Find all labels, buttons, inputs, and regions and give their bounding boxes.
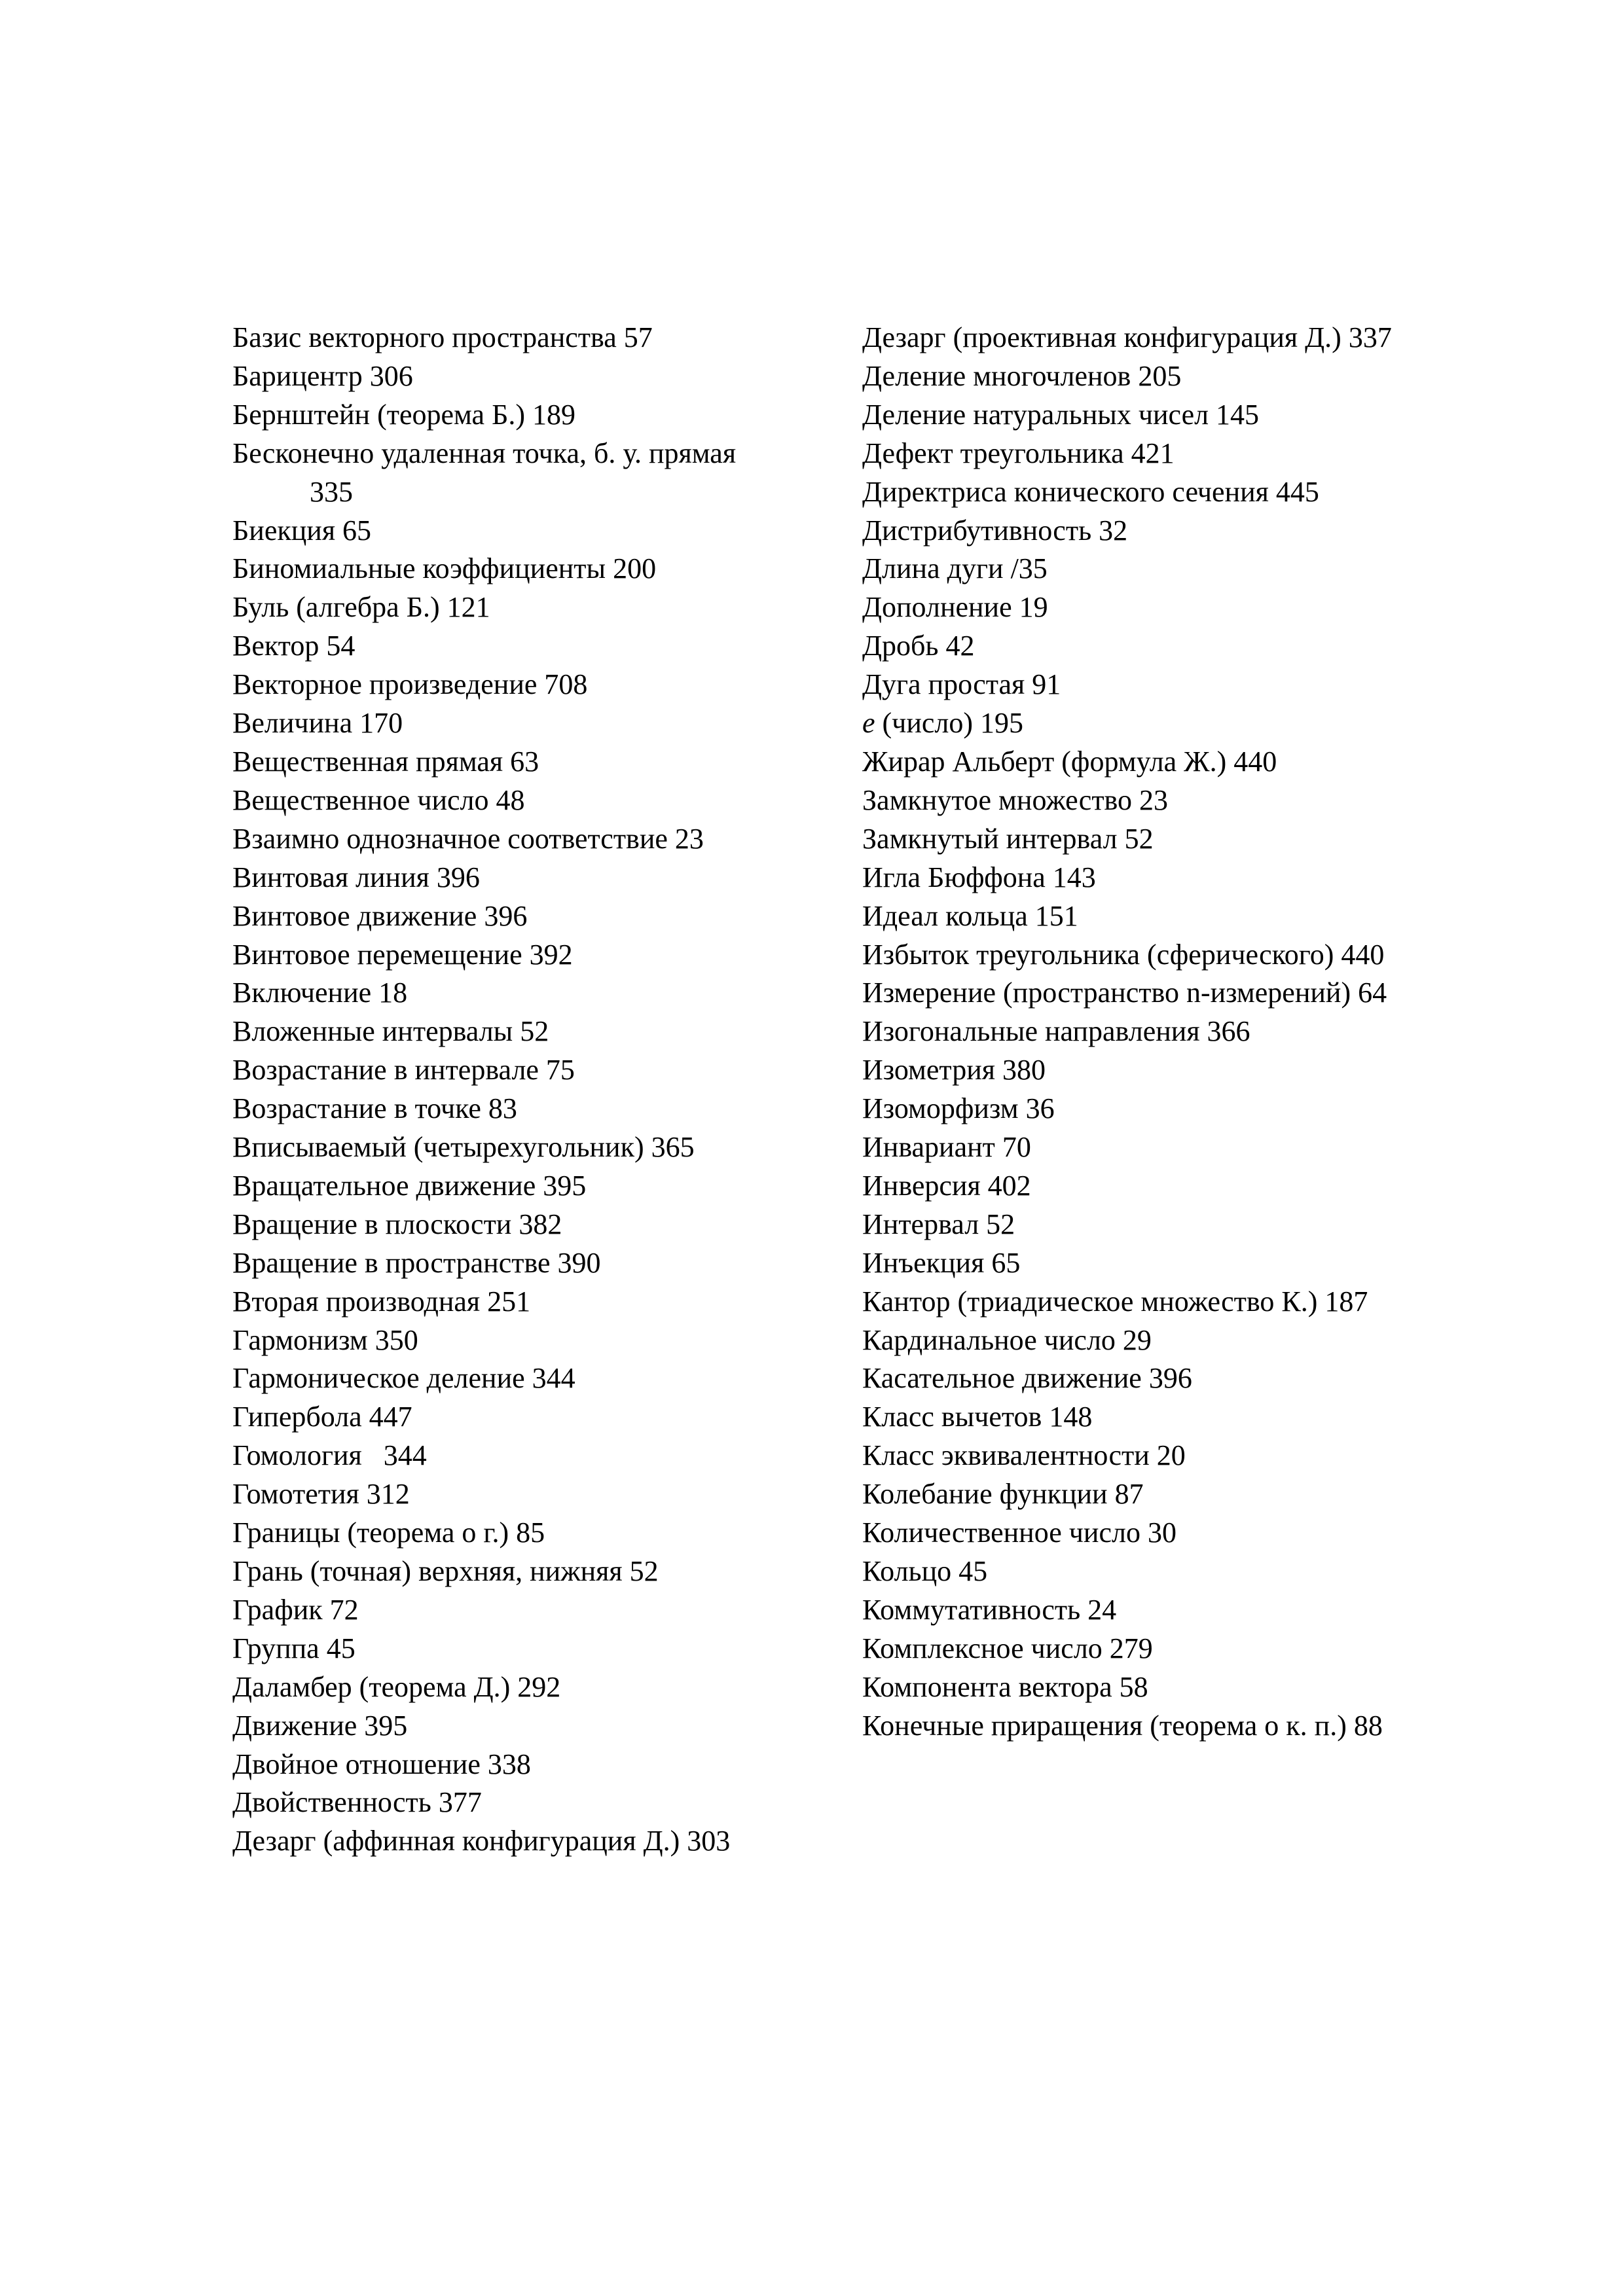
index-entry: Вписываемый (четырехугольник) 365 [232,1131,695,1164]
index-entry: Измерение (пространство n-измерений) 64 [862,977,1387,1009]
index-entry: Грань (точная) верхняя, нижняя 52 [232,1555,659,1587]
index-entry: График 72 [232,1593,359,1626]
index-entry: Дефект треугольника 421 [862,437,1175,469]
index-entry: Границы (теорема о г.) 85 [232,1516,545,1549]
index-entry: Бернштейн (теорема Б.) 189 [232,398,576,431]
index-entry: Количественное число 30 [862,1516,1176,1549]
index-column-left [232,319,782,1861]
index-entry: Кардинальное число 29 [862,1323,1152,1356]
index-entry: Биекция 65 [232,514,372,547]
index-entry: Взаимно однозначное соответствие 23 [232,822,704,855]
index-entry: Жирар Альберт (формула Ж.) 440 [862,745,1277,778]
index-entry: Вещественное число 48 [232,783,525,816]
index-entry: Винтовая линия 396 [232,861,480,893]
index-entry: Дезарг (аффинная конфигурация Д.) 303 [232,1825,731,1857]
index-entry: Интервал 52 [862,1208,1015,1240]
index-entry: Дезарг (проективная конфигурация Д.) 337 [862,321,1392,353]
index-entry: Игла Бюффона 143 [862,861,1096,893]
index-entry: Комплексное число 279 [862,1632,1153,1664]
index-entry: Длина дуги /35 [862,552,1048,585]
index-entry: Бесконечно удаленная точка, б. у. прямая 335 [232,437,737,508]
index-entry: Барицентр 306 [232,359,413,392]
index-entry: Вращение в плоскости 382 [232,1208,562,1240]
index-entry: Гармоническое деление 344 [232,1362,575,1395]
index-entry: Включение 18 [232,977,408,1009]
index-entry: Двойственность 377 [232,1786,482,1819]
index-entry: Винтовое движение 396 [232,899,528,932]
index-entry: Класс эквивалентности 20 [862,1439,1186,1472]
index-entry: Коммутативность 24 [862,1593,1117,1626]
index-entry: Избыток треугольника (сферического) 440 [862,938,1385,971]
index-entry: Деление многочленов 205 [862,359,1182,392]
index-entry: Изометрия 380 [862,1054,1046,1086]
index-entry: Вещественная прямая 63 [232,745,539,778]
index-entry: Изоморфизм 36 [862,1092,1055,1125]
index-entry: Дуга простая 91 [862,668,1061,701]
index-entry: Замкнутый интервал 52 [862,822,1154,855]
index-entry: Изогональные направления 366 [862,1015,1250,1048]
index-entry: Вращательное движение 395 [232,1169,587,1202]
index-entry: Инвариант 70 [862,1131,1031,1164]
index-entry: Возрастание в интервале 75 [232,1054,575,1086]
index-entry: Векторное произведение 708 [232,668,588,701]
index-entry: Кантор (триадическое множество К.) 187 [862,1285,1368,1318]
index-entry: Дополнение 19 [862,591,1048,624]
index-entry: Класс вычетов 148 [862,1401,1093,1433]
index-entry: Колебание функции 87 [862,1478,1144,1511]
index-entry: Группа 45 [232,1632,356,1664]
index-entry: Гипербола 447 [232,1401,412,1433]
index-entry: Даламбер (теорема Д.) 292 [232,1670,561,1703]
index-entry: Двойное отношение 338 [232,1748,531,1780]
index-entry: e (число) 195 [862,707,1023,740]
index-entry: Возрастание в точке 83 [232,1092,517,1125]
index-entry: Вращение в пространстве 390 [232,1246,601,1279]
index-entry: Директриса конического сечения 445 [862,475,1319,508]
index-entry: Деление натуральных чисел 145 [862,398,1260,431]
index-entry: Величина 170 [232,707,403,740]
index-entry: Вложенные интервалы 52 [232,1015,549,1048]
index-entry: Дробь 42 [862,630,975,662]
index-column-right [862,319,1412,1746]
index-entry: Идеал кольца 151 [862,899,1078,932]
index-entry: Гармонизм 350 [232,1323,418,1356]
index-entry: Вектор 54 [232,630,356,662]
index-entry: Вторая производная 251 [232,1285,531,1318]
index-entry: Движение 395 [232,1709,408,1742]
index-entry: Биномиальные коэффициенты 200 [232,552,657,585]
index-entry: Инверсия 402 [862,1169,1031,1202]
index-entry: Замкнутое множество 23 [862,783,1169,816]
index-entry: Базис векторного пространства 57 [232,321,653,353]
index-entry: Гомотетия 312 [232,1478,410,1511]
index-entry: Гомология 344 [232,1439,427,1472]
index-entry: Касательное движение 396 [862,1362,1192,1395]
index-entry: Дистрибутивность 32 [862,514,1128,547]
index-entry: Буль (алгебра Б.) 121 [232,591,490,624]
index-entry: Винтовое перемещение 392 [232,938,573,971]
index-entry: Кольцо 45 [862,1555,988,1587]
index-entry: Инъекция 65 [862,1246,1021,1279]
index-entry: Конечные приращения (теорема о к. п.) 88 [862,1709,1383,1742]
index-entry: Компонента вектора 58 [862,1670,1148,1703]
